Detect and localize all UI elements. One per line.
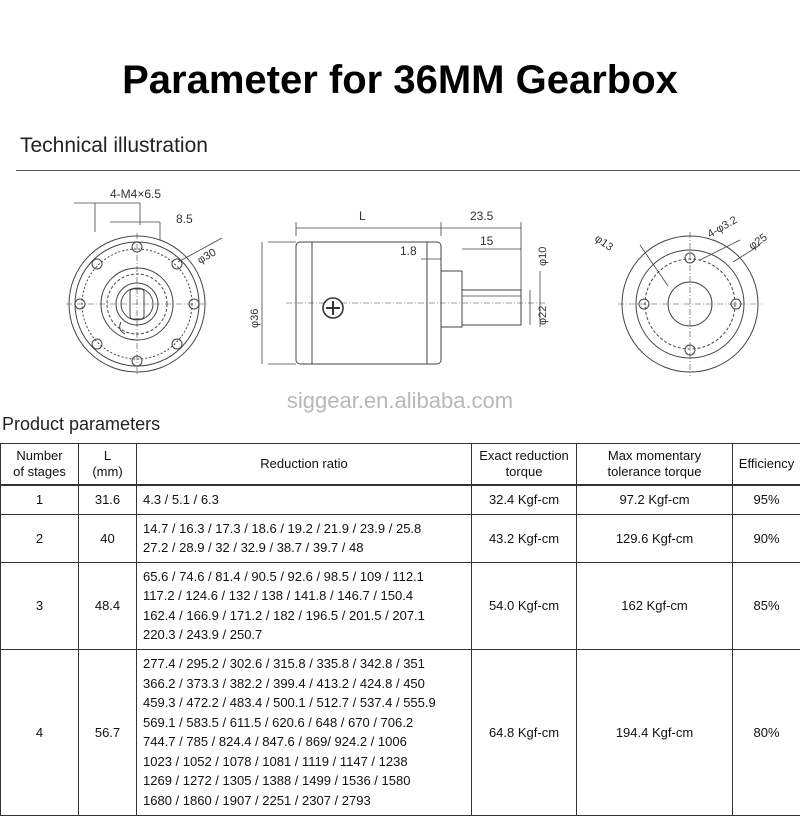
cell-torque: 43.2 Kgf-cm xyxy=(472,514,577,562)
cell-torque: 54.0 Kgf-cm xyxy=(472,562,577,649)
page-title: Parameter for 36MM Gearbox xyxy=(0,58,800,103)
side-screw-icon xyxy=(323,298,343,318)
cell-efficiency: 95% xyxy=(733,485,800,514)
header-torque: Exact reduction torque xyxy=(472,444,577,486)
cell-ratios: 277.4 / 295.2 / 302.6 / 315.8 / 335.8 / 342.8 / 351 366.2 / 373.3 / 382.2 / 399.4 / 413.2 / 424.8 / 450 459.3 / 472.2 / 483.4 / 500.1 / 512.7 / 537.4 / 555.9 569.1 / 583.5 / 611.5 / 620.6 / 648 / 670 / 706.2 744.7 / 785 / 824.4 / 847.6 / 869/ 924.2 / 1006 1023 / 1052 / 1078 / 1081 / 1119 / 1147 / 1238 1269 / 1272 / 1305 / 1388 / 1499 / 1536 / 1580 1680 / 1860 / 1907 / 2251 / 2307 / 2793 xyxy=(137,649,472,815)
cell-max-torque: 97.2 Kgf-cm xyxy=(577,485,733,514)
technical-drawings xyxy=(0,175,800,390)
header-max-torque: Max momentary tolerance torque xyxy=(577,444,733,486)
cell-efficiency: 85% xyxy=(733,562,800,649)
header-ratio: Reduction ratio xyxy=(137,444,472,486)
cell-length: 56.7 xyxy=(79,649,137,815)
table-row xyxy=(1,649,800,815)
dim-depth: 8.5 xyxy=(176,212,193,226)
cell-ratios: 14.7 / 16.3 / 17.3 / 18.6 / 19.2 / 21.9 / 23.9 / 25.8 27.2 / 28.9 / 32 / 32.9 / 38.7 / 39.7 / 48 xyxy=(137,514,472,562)
dim-body-diameter: φ36 xyxy=(249,309,261,328)
dim-step: 1.8 xyxy=(400,244,417,258)
cell-torque: 32.4 Kgf-cm xyxy=(472,485,577,514)
cell-stages: 4 xyxy=(1,649,79,815)
dim-boss-diameter: φ22 xyxy=(537,306,549,325)
section-heading-illustration: Technical illustration xyxy=(20,134,208,158)
cell-max-torque: 194.4 Kgf-cm xyxy=(577,649,733,815)
front-view-drawing xyxy=(66,203,222,375)
dim-shaft-diameter: φ10 xyxy=(537,247,549,266)
cell-stages: 1 xyxy=(1,485,79,514)
dim-threads: 4-M4×6.5 xyxy=(110,187,161,201)
rear-view-drawing xyxy=(618,232,762,376)
cell-length: 48.4 xyxy=(79,562,137,649)
cell-torque: 64.8 Kgf-cm xyxy=(472,649,577,815)
header-efficiency: Efficiency xyxy=(733,444,800,486)
cell-ratios: 4.3 / 5.1 / 6.3 xyxy=(137,485,472,514)
cell-max-torque: 129.6 Kgf-cm xyxy=(577,514,733,562)
cell-stages: 3 xyxy=(1,562,79,649)
dim-rear-holes: 4-φ3.2 xyxy=(706,214,740,241)
header-length: L (mm) xyxy=(79,444,137,486)
dim-center-bore: φ13 xyxy=(592,233,615,254)
parameters-table xyxy=(0,443,800,816)
dim-shaft-length: 23.5 xyxy=(470,209,494,223)
table-row xyxy=(1,514,800,562)
table-row xyxy=(1,562,800,649)
dim-pcd-rear: φ25 xyxy=(747,232,770,253)
dim-length-l: L xyxy=(359,209,366,223)
table-row xyxy=(1,485,800,514)
section-heading-parameters: Product parameters xyxy=(2,414,160,435)
section-divider xyxy=(16,170,800,171)
cell-stages: 2 xyxy=(1,514,79,562)
cell-efficiency: 90% xyxy=(733,514,800,562)
dim-key-length: 15 xyxy=(480,234,494,248)
cell-length: 31.6 xyxy=(79,485,137,514)
dim-pcd-front: φ30 xyxy=(196,247,219,267)
cell-ratios: 65.6 / 74.6 / 81.4 / 90.5 / 92.6 / 98.5 / 109 / 112.1 117.2 / 124.6 / 132 / 138 / 141.8 / 146.7 / 150.4 162.4 / 166.9 / 171.2 / 182 / 196.5 / 201.5 / 207.1 220.3 / 243.9 / 250.7 xyxy=(137,562,472,649)
cell-efficiency: 80% xyxy=(733,649,800,815)
header-stages: Number of stages xyxy=(1,444,79,486)
watermark: siggear.en.alibaba.com xyxy=(0,388,800,414)
cell-max-torque: 162 Kgf-cm xyxy=(577,562,733,649)
cell-length: 40 xyxy=(79,514,137,562)
